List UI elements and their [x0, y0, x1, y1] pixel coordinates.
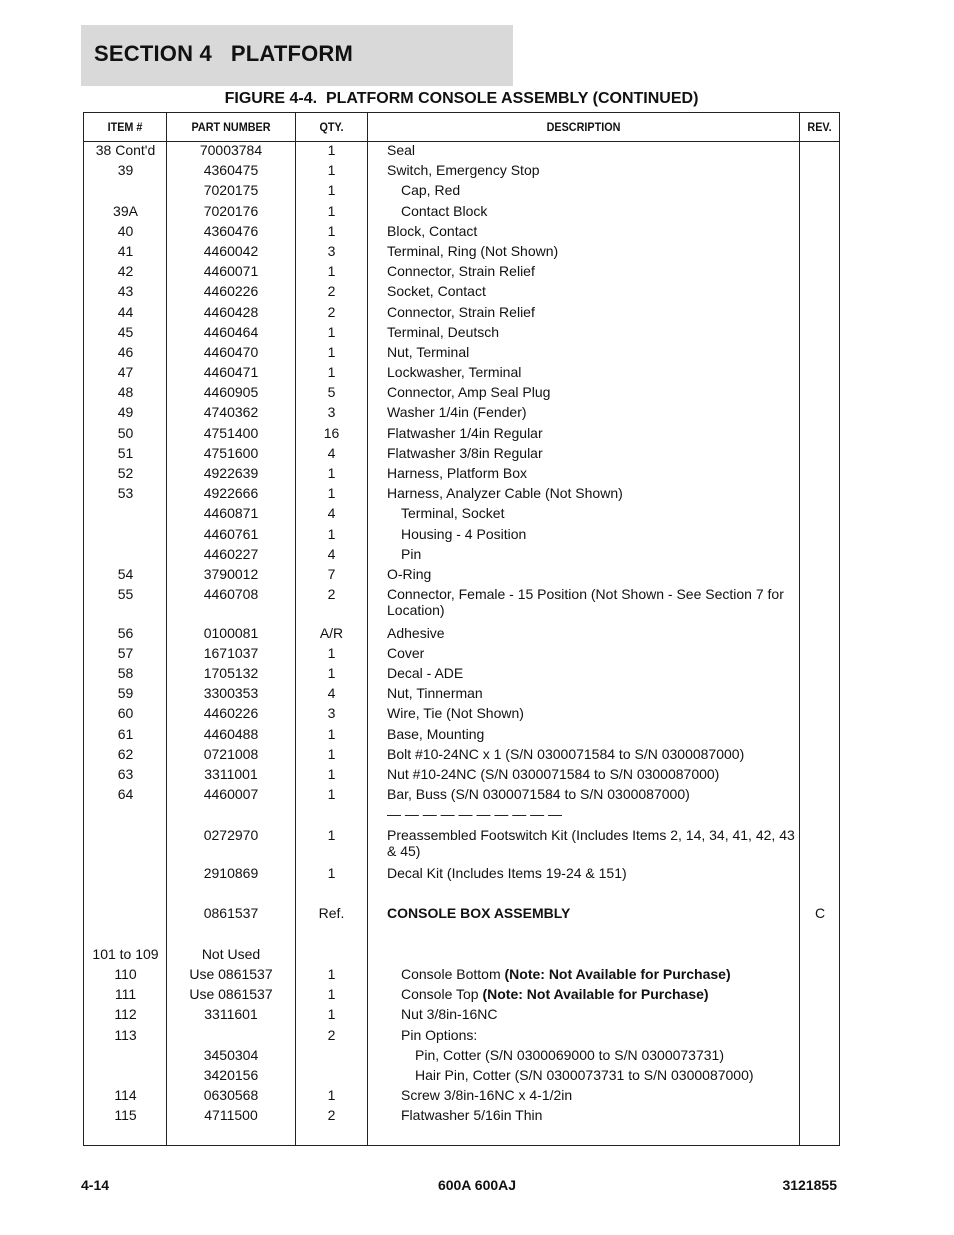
- table-row: [84, 505, 839, 525]
- description-text: Pin, Cotter (S/N 0300069000 to S/N 0300073731): [415, 1046, 724, 1063]
- item-number: 61: [117, 725, 134, 742]
- model-name: 600A 600AJ: [437, 1177, 517, 1193]
- description-text: Terminal, Deutsch: [387, 323, 500, 340]
- part-number: 4460428: [203, 303, 259, 320]
- item-number: 53: [117, 485, 134, 502]
- quantity: 4: [327, 505, 336, 522]
- part-number: 3450304: [203, 1046, 259, 1063]
- item-number: 110: [114, 965, 137, 982]
- quantity: 2: [327, 303, 336, 320]
- part-number: 4460227: [203, 545, 259, 562]
- item-number: 57: [117, 644, 134, 661]
- figure-title: FIGURE 4-4. PLATFORM CONSOLE ASSEMBLY (CONTINUED): [224, 90, 699, 107]
- part-number: 3311601: [204, 1006, 258, 1023]
- description-text: Flatwasher 1/4in Regular: [387, 424, 543, 441]
- quantity: 1: [327, 665, 336, 681]
- description: [387, 645, 797, 661]
- table-row: [84, 705, 839, 725]
- description-text: Contact Block: [401, 202, 488, 219]
- part-number: 0100081: [203, 624, 259, 641]
- part-number: Not Used: [201, 945, 261, 962]
- description-text: Terminal, Socket: [401, 505, 505, 522]
- table-row: [84, 806, 839, 826]
- item-number: 111: [114, 986, 137, 1003]
- description-text: Switch, Emergency Stop: [387, 162, 540, 179]
- description: [387, 203, 811, 219]
- item-number: 38 Cont'd: [95, 142, 156, 158]
- item-number: 113: [114, 1026, 137, 1043]
- table-row: [84, 324, 839, 344]
- item-number: 112: [114, 1006, 137, 1023]
- table-row: [84, 746, 839, 766]
- quantity: 3: [327, 242, 336, 259]
- part-number: 70003784: [199, 142, 263, 158]
- description: [387, 546, 811, 562]
- table-row: [84, 1087, 839, 1107]
- item-number: 62: [117, 745, 134, 762]
- section-title: SECTION 4 PLATFORM: [94, 41, 354, 66]
- quantity: 1: [327, 485, 336, 502]
- table-row: [84, 827, 839, 866]
- description: [387, 1067, 825, 1083]
- description: [387, 465, 797, 481]
- description: [387, 746, 797, 762]
- quantity: 1: [327, 162, 336, 179]
- item-number: 54: [117, 565, 134, 582]
- description: [387, 324, 797, 340]
- table-row: [84, 1107, 839, 1127]
- table-row: [84, 1006, 839, 1026]
- table-row: [84, 445, 839, 465]
- description: [387, 566, 797, 582]
- table-row: [84, 1047, 839, 1067]
- description-text: Housing - 4 Position: [401, 525, 527, 542]
- description: [387, 1107, 811, 1123]
- description: [387, 1006, 811, 1022]
- quantity: 2: [327, 1107, 336, 1124]
- table-row: [84, 865, 839, 905]
- description: [387, 827, 797, 859]
- table-row: [84, 304, 839, 324]
- description: [387, 806, 797, 822]
- table-row: [84, 986, 839, 1006]
- part-number: 4460042: [203, 242, 259, 259]
- table-row: [84, 625, 839, 645]
- quantity: 1: [327, 202, 336, 219]
- description: [387, 1027, 811, 1043]
- description-text: Hair Pin, Cotter (S/N 0300073731 to S/N 0300087000): [415, 1066, 754, 1083]
- description: [387, 766, 797, 782]
- table-row: [84, 364, 839, 384]
- part-number: 0630568: [203, 1087, 259, 1104]
- parts-table: [83, 112, 840, 1146]
- item-number: 47: [117, 364, 134, 381]
- description: [387, 586, 797, 618]
- quantity: 1: [327, 263, 336, 280]
- description: [387, 364, 797, 380]
- item-number: 114: [114, 1087, 137, 1104]
- part-number: 4751400: [203, 424, 259, 441]
- description-text: Harness, Platform Box: [387, 465, 528, 481]
- description: [387, 986, 811, 1002]
- description-text: Nut, Terminal: [387, 343, 470, 360]
- description-text: Console Bottom: [401, 965, 505, 982]
- quantity: 1: [327, 1006, 336, 1023]
- description: [387, 1047, 825, 1063]
- table-row: [84, 425, 839, 445]
- quantity: 1: [327, 745, 336, 762]
- description: [387, 425, 797, 441]
- item-number: 39A: [113, 202, 138, 219]
- description: [387, 966, 811, 982]
- description: [387, 526, 811, 542]
- quantity: 1: [327, 725, 336, 742]
- description-text: Nut 3/8in-16NC: [401, 1006, 498, 1023]
- part-number: 4740362: [203, 404, 259, 421]
- part-number: 3311001: [204, 765, 258, 782]
- quantity: A/R: [319, 624, 344, 641]
- description-text: Connector, Female - 15 Position (Not Shown - See Section 7 for Location): [387, 586, 784, 619]
- quantity: 1: [327, 142, 336, 158]
- quantity: 5: [327, 384, 336, 401]
- quantity: 1: [327, 323, 336, 340]
- part-number: 3300353: [203, 685, 259, 702]
- part-number: 4460488: [203, 725, 259, 742]
- description: [387, 243, 797, 259]
- quantity: 16: [323, 424, 340, 441]
- description-text: Block, Contact: [387, 222, 478, 239]
- item-number: 42: [117, 263, 134, 280]
- table-row: [84, 182, 839, 202]
- table-row: [84, 1027, 839, 1047]
- description: [387, 223, 797, 239]
- description: [387, 384, 797, 400]
- description: [387, 726, 797, 742]
- item-number: 52: [117, 465, 134, 481]
- item-number: 55: [117, 586, 134, 603]
- description: [387, 344, 797, 360]
- description-text: Adhesive: [387, 624, 445, 641]
- description-text: Flatwasher 5/16in Thin: [401, 1107, 543, 1124]
- part-number: 4922639: [203, 465, 259, 481]
- part-number: 4460905: [203, 384, 259, 401]
- description-text: — — — — — — — — — —: [387, 806, 563, 823]
- description-text: Lockwasher, Terminal: [387, 364, 522, 381]
- quantity: 1: [327, 865, 336, 881]
- description: [387, 665, 797, 681]
- part-number: 3420156: [203, 1066, 259, 1083]
- description-note: (Note: Not Available for Purchase): [482, 986, 709, 1003]
- table-row: [84, 586, 839, 625]
- table-row: [84, 223, 839, 243]
- part-number: 4460761: [203, 525, 259, 542]
- item-number: 115: [114, 1107, 137, 1124]
- part-number: 4460871: [203, 505, 259, 522]
- table-row: [84, 404, 839, 424]
- description-text: Decal - ADE: [387, 665, 464, 681]
- item-number: 43: [117, 283, 134, 300]
- quantity: 1: [327, 644, 336, 661]
- table-row: [84, 685, 839, 705]
- quantity: 3: [327, 404, 336, 421]
- description: [387, 905, 797, 921]
- item-number: 101 to 109: [92, 945, 159, 962]
- quantity: Ref.: [318, 905, 345, 922]
- part-number: 3790012: [203, 565, 259, 582]
- quantity: 1: [327, 965, 336, 982]
- table-row: [84, 566, 839, 586]
- header-description: DESCRIPTION: [546, 120, 621, 134]
- description: [387, 263, 797, 279]
- description: [387, 182, 811, 198]
- description-text: CONSOLE BOX ASSEMBLY: [387, 905, 571, 922]
- table-row: [84, 384, 839, 404]
- part-number: 4460226: [203, 705, 259, 722]
- part-number: 4751600: [203, 444, 259, 461]
- description: [387, 485, 797, 501]
- doc-number: 3121855: [782, 1177, 837, 1193]
- description: [387, 505, 811, 521]
- header-part-number: PART NUMBER: [191, 120, 271, 134]
- part-number: 2910869: [203, 865, 259, 881]
- quantity: 2: [327, 586, 336, 603]
- item-number: 51: [117, 444, 134, 461]
- description: [387, 404, 797, 420]
- description-text: Bolt #10-24NC x 1 (S/N 0300071584 to S/N 0300087000): [387, 745, 745, 762]
- quantity: 1: [327, 182, 336, 199]
- description: [387, 786, 797, 802]
- description-text: Screw 3/8in-16NC x 4-1/2in: [401, 1087, 573, 1104]
- description: [387, 625, 797, 641]
- table-row: [84, 485, 839, 505]
- part-number: 4360475: [203, 162, 259, 179]
- description-text: Harness, Analyzer Cable (Not Shown): [387, 485, 623, 502]
- table-row: [84, 966, 839, 986]
- description-text: Socket, Contact: [387, 283, 486, 300]
- quantity: 2: [327, 1026, 336, 1043]
- description-text: Cover: [387, 644, 425, 661]
- part-number: 4360476: [203, 222, 259, 239]
- table-row: [84, 526, 839, 546]
- table-row: [84, 465, 839, 485]
- table-row: [84, 243, 839, 263]
- part-number: Use 0861537: [189, 986, 273, 1003]
- table-row: [84, 203, 839, 223]
- table-row: [84, 142, 839, 162]
- quantity: 1: [327, 525, 336, 542]
- description-text: Base, Mounting: [387, 725, 485, 742]
- quantity: 1: [327, 826, 336, 843]
- description-text: Cap, Red: [401, 182, 461, 199]
- table-row: [84, 1067, 839, 1087]
- part-number: 7020175: [203, 182, 259, 199]
- item-number: 46: [117, 343, 134, 360]
- part-number: 0272970: [203, 826, 259, 843]
- part-number: 1671037: [203, 644, 259, 661]
- table-row: [84, 726, 839, 746]
- item-number: 48: [117, 384, 134, 401]
- quantity: 4: [327, 444, 336, 461]
- part-number: 4460226: [203, 283, 259, 300]
- description: [387, 1087, 811, 1103]
- item-number: 44: [117, 303, 134, 320]
- quantity: 1: [327, 786, 336, 803]
- table-row: [84, 645, 839, 665]
- description: [387, 304, 797, 320]
- quantity: 1: [327, 465, 336, 481]
- table-row: [84, 344, 839, 364]
- section-header: [81, 25, 513, 86]
- item-number: 58: [117, 665, 134, 681]
- description-text: Terminal, Ring (Not Shown): [387, 242, 559, 259]
- description-text: Connector, Amp Seal Plug: [387, 384, 551, 401]
- quantity: 1: [327, 364, 336, 381]
- header-qty: QTY.: [319, 120, 344, 134]
- item-number: 59: [117, 685, 134, 702]
- part-number: Use 0861537: [189, 965, 273, 982]
- part-number: 0721008: [203, 745, 259, 762]
- item-number: 64: [117, 786, 134, 803]
- description: [387, 283, 797, 299]
- table-row: [84, 263, 839, 283]
- item-number: 45: [117, 323, 134, 340]
- revision: C: [814, 905, 826, 922]
- part-number: 4460071: [203, 263, 259, 280]
- description: [387, 705, 797, 721]
- part-number: 1705132: [203, 665, 259, 681]
- description: [387, 865, 797, 881]
- part-number: 4460470: [203, 343, 259, 360]
- description-text: Flatwasher 3/8in Regular: [387, 444, 543, 461]
- item-number: 56: [117, 624, 134, 641]
- description-text: Pin: [401, 545, 422, 562]
- description: [387, 445, 797, 461]
- quantity: 1: [327, 1087, 336, 1104]
- table-row: [84, 546, 839, 566]
- page-number: 4-14: [81, 1177, 110, 1193]
- table-body: [84, 142, 839, 1127]
- quantity: 1: [327, 765, 336, 782]
- description-text: Connector, Strain Relief: [387, 263, 535, 280]
- part-number: 0861537: [203, 905, 259, 922]
- table-row: [84, 946, 839, 966]
- description-text: O-Ring: [387, 565, 432, 582]
- description-text: Bar, Buss (S/N 0300071584 to S/N 0300087000): [387, 786, 690, 803]
- description: [387, 142, 797, 158]
- description-text: Decal Kit (Includes Items 19-24 & 151): [387, 865, 627, 881]
- table-row: [84, 665, 839, 685]
- description-text: Wire, Tie (Not Shown): [387, 705, 524, 722]
- item-number: 60: [117, 705, 134, 722]
- table-row: [84, 786, 839, 806]
- part-number: 4460471: [203, 364, 259, 381]
- item-number: 63: [117, 765, 134, 782]
- table-row: [84, 766, 839, 786]
- quantity: 4: [327, 545, 336, 562]
- header-rev: REV.: [807, 120, 832, 134]
- quantity: 2: [327, 283, 336, 300]
- description: [387, 162, 797, 178]
- table-row: [84, 283, 839, 303]
- description-text: Seal: [387, 142, 416, 158]
- item-number: 41: [117, 242, 134, 259]
- quantity: 1: [327, 986, 336, 1003]
- item-number: 40: [117, 222, 134, 239]
- part-number: 4711500: [204, 1107, 258, 1124]
- part-number: 4922666: [203, 485, 259, 502]
- header-item: ITEM #: [107, 120, 143, 134]
- part-number: 4460464: [203, 323, 259, 340]
- description: [387, 685, 797, 701]
- item-number: 39: [117, 162, 134, 179]
- part-number: 4460007: [203, 786, 259, 803]
- quantity: 1: [327, 222, 336, 239]
- description-text: Nut, Tinnerman: [387, 685, 483, 702]
- part-number: 4460708: [203, 586, 259, 603]
- description-note: (Note: Not Available for Purchase): [504, 965, 731, 982]
- table-row: [84, 905, 839, 945]
- description-text: Washer 1/4in (Fender): [387, 404, 527, 421]
- quantity: 4: [327, 685, 336, 702]
- item-number: 50: [117, 424, 134, 441]
- part-number: 7020176: [203, 202, 259, 219]
- quantity: 1: [327, 343, 336, 360]
- description-text: Preassembled Footswitch Kit (Includes Items 2, 14, 34, 41, 42, 43 & 45): [387, 826, 795, 859]
- description-text: Nut #10-24NC (S/N 0300071584 to S/N 0300087000): [387, 765, 720, 782]
- quantity: 3: [327, 705, 336, 722]
- description-text: Connector, Strain Relief: [387, 303, 535, 320]
- quantity: 7: [327, 565, 336, 582]
- table-row: [84, 162, 839, 182]
- description-text: Pin Options:: [401, 1026, 478, 1043]
- description-text: Console Top: [401, 986, 483, 1003]
- item-number: 49: [117, 404, 134, 421]
